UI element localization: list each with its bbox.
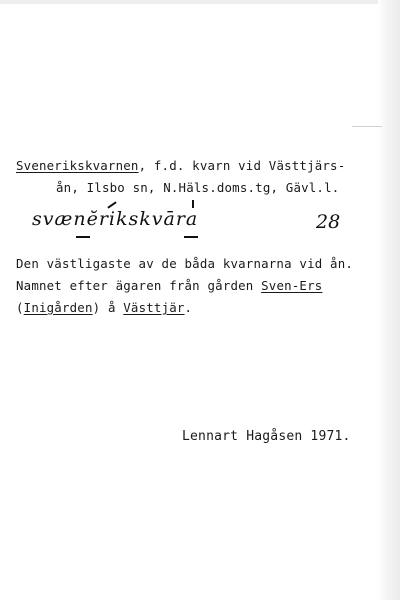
farm-name: Sven-Ers — [261, 278, 323, 293]
farm-alt-name: Inigården — [23, 300, 93, 315]
card-top-edge — [0, 0, 400, 4]
body-line-1: Den västligaste av de båda kvarnarna vid ån. — [16, 256, 354, 271]
header-rest: , f.d. kvarn vid Västtjärs- — [138, 158, 346, 173]
handwritten-stress-1 — [76, 236, 90, 238]
village-name: Västtjär — [123, 300, 185, 315]
header-line-2: ån, Ilsbo sn, N.Häls.doms.tg, Gävl.l. — [56, 180, 340, 195]
body-line-3: (Inigården) å Västtjär. — [16, 300, 193, 315]
card-right-edge — [378, 0, 400, 600]
body-line-2: Namnet efter ägaren från gården Sven-Ers — [16, 278, 323, 293]
place-name: Svenerikskvarnen — [16, 158, 139, 173]
header-line-1 — [16, 160, 345, 172]
handwritten-number: 28 — [316, 211, 341, 233]
signature: Lennart Hagåsen 1971. — [182, 429, 351, 444]
handwritten-pronunciation: svænĕrikskvāra — [32, 208, 199, 230]
scan-mark — [352, 126, 382, 127]
handwritten-stress-2 — [184, 236, 198, 238]
handwritten-tick — [192, 200, 194, 208]
